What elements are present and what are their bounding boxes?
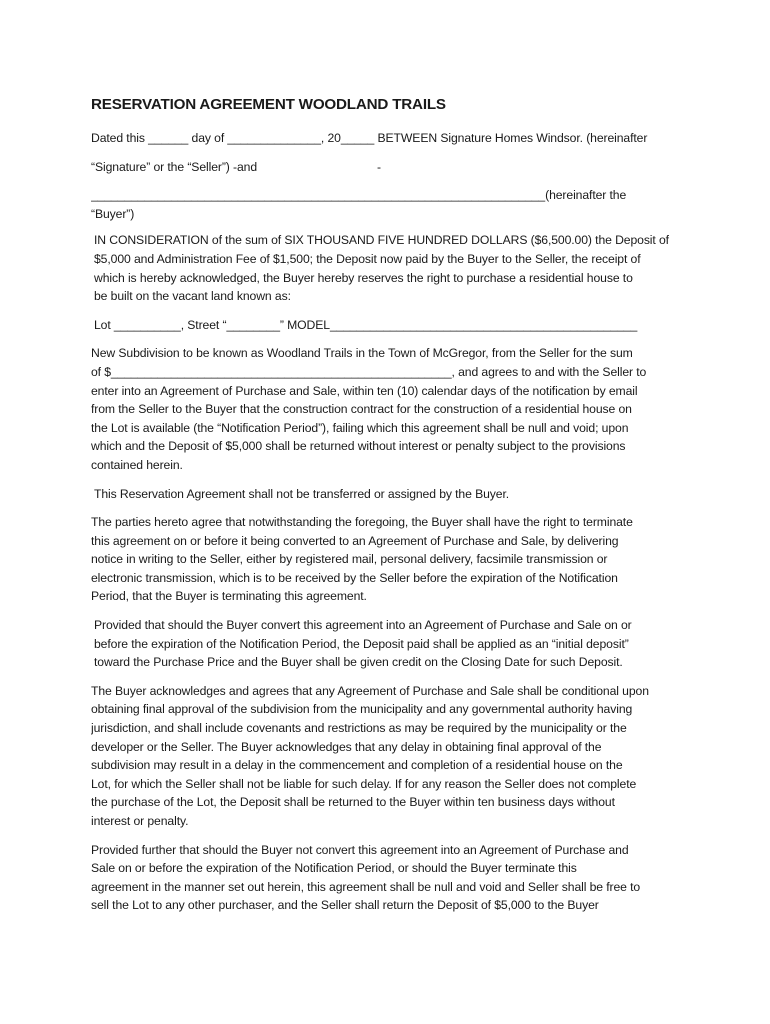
- buyer-blank-paragraph: [91, 186, 681, 223]
- subdivision-line: New Subdivision to be known as Woodland Trails in the Town of McGregor, from the Seller for the sum: [91, 346, 633, 361]
- document-body: [91, 95, 681, 925]
- terminate-paragraph: [91, 513, 681, 606]
- dated-line: Dated this ______ day of ______________, 20_____ BETWEEN Signature Homes Windsor. (hereinafter: [91, 131, 648, 145]
- subdivision-paragraph: [91, 344, 681, 474]
- signature-line-text: “Signature” or the “Seller”) -and: [91, 159, 258, 174]
- provided-further-line: Provided further that should the Buyer not convert this agreement into an Agreement of Purchase and: [91, 842, 629, 857]
- terminate-line: Period, that the Buyer is terminating this agreement.: [91, 589, 367, 604]
- signature-dash: -: [377, 159, 382, 174]
- acknowledges-line: subdivision may result in a delay in the commencement and completion of a residential house on the: [91, 758, 623, 773]
- lot-paragraph: [91, 316, 681, 335]
- lot-line: Lot __________, Street “________” MODEL______________________________________________: [94, 317, 638, 332]
- consideration-line: be built on the vacant land known as:: [94, 289, 291, 304]
- signature-paragraph: [91, 158, 681, 177]
- consideration-line: which is hereby acknowledged, the Buyer hereby reserves the right to purchase a residential house to: [94, 270, 633, 285]
- not-transferred-paragraph: [91, 485, 681, 504]
- acknowledges-line: Lot, for which the Seller shall not be liable for such delay. If for any reason the Seller does not complete: [91, 776, 637, 791]
- provided-line: Provided that should the Buyer convert this agreement into an Agreement of Purchase and Sale on or: [94, 618, 632, 633]
- subdivision-line: of $___________________________________________________, and agrees to and with the Seller to: [91, 364, 647, 379]
- terminate-line: The parties hereto agree that notwithstanding the foregoing, the Buyer shall have the right to terminate: [91, 515, 633, 530]
- provided-further-line: sell the Lot to any other purchaser, and the Seller shall return the Deposit of $5,000 to the Buyer: [91, 898, 599, 913]
- signature-line: [91, 158, 681, 177]
- consideration-paragraph: [91, 231, 681, 305]
- buyer-blank-line: ____________________________________________________________________(hereinafter the: [91, 188, 627, 203]
- provided-line: toward the Purchase Price and the Buyer shall be given credit on the Closing Date for such Deposit.: [94, 655, 623, 670]
- terminate-line: electronic transmission, which is to be received by the Seller before the expiration of the Notification: [91, 570, 618, 585]
- consideration-line: IN CONSIDERATION of the sum of SIX THOUSAND FIVE HUNDRED DOLLARS ($6,500.00) the Deposit of: [94, 233, 669, 248]
- acknowledges-line: the purchase of the Lot, the Deposit shall be returned to the Buyer within ten business days without: [91, 795, 615, 810]
- subdivision-line: which and the Deposit of $5,000 shall be returned without interest or penalty subject to the provisions: [91, 439, 626, 454]
- subdivision-line: contained herein.: [91, 457, 183, 472]
- terminate-line: notice in writing to the Seller, either by registered mail, personal delivery, facsimile transmission or: [91, 552, 608, 567]
- acknowledges-line: jurisdiction, and shall include covenants and restrictions as may be required by the municipality or the: [91, 721, 627, 736]
- acknowledges-paragraph: [91, 682, 681, 831]
- dated-paragraph: [91, 129, 681, 148]
- subdivision-line: from the Seller to the Buyer that the construction contract for the construction of a residential house on: [91, 402, 632, 417]
- provided-further-paragraph: [91, 841, 681, 915]
- provided-further-line: Sale on or before the expiration of the Notification Period, or should the Buyer terminate this: [91, 861, 577, 876]
- provided-paragraph: [91, 616, 681, 672]
- buyer-label-line: “Buyer”): [91, 206, 135, 221]
- acknowledges-line: interest or penalty.: [91, 814, 189, 828]
- acknowledges-line: developer or the Seller. The Buyer acknowledges that any delay in obtaining final approval of the: [91, 739, 602, 754]
- not-transferred-line: This Reservation Agreement shall not be transferred or assigned by the Buyer.: [94, 486, 510, 501]
- acknowledges-line: The Buyer acknowledges and agrees that any Agreement of Purchase and Sale shall be conditional upon: [91, 683, 649, 698]
- subdivision-line: the Lot is available (the “Notification Period”), failing which this agreement shall be null and void; upon: [91, 420, 629, 435]
- acknowledges-line: obtaining final approval of the subdivision from the municipality and any governmental authority having: [91, 702, 633, 717]
- subdivision-line: enter into an Agreement of Purchase and Sale, within ten (10) calendar days of the notification by email: [91, 383, 638, 398]
- terminate-line: this agreement on or before it being converted to an Agreement of Purchase and Sale, by delivering: [91, 533, 619, 548]
- provided-further-line: agreement in the manner set out herein, this agreement shall be null and void and Seller shall be free to: [91, 879, 641, 894]
- provided-line: before the expiration of the Notification Period, the Deposit paid shall be applied as an “initial deposit”: [94, 636, 629, 651]
- document-title: RESERVATION AGREEMENT WOODLAND TRAILS: [91, 96, 446, 113]
- consideration-line: $5,000 and Administration Fee of $1,500; the Deposit now paid by the Buyer to the Seller, the receipt of: [94, 251, 641, 266]
